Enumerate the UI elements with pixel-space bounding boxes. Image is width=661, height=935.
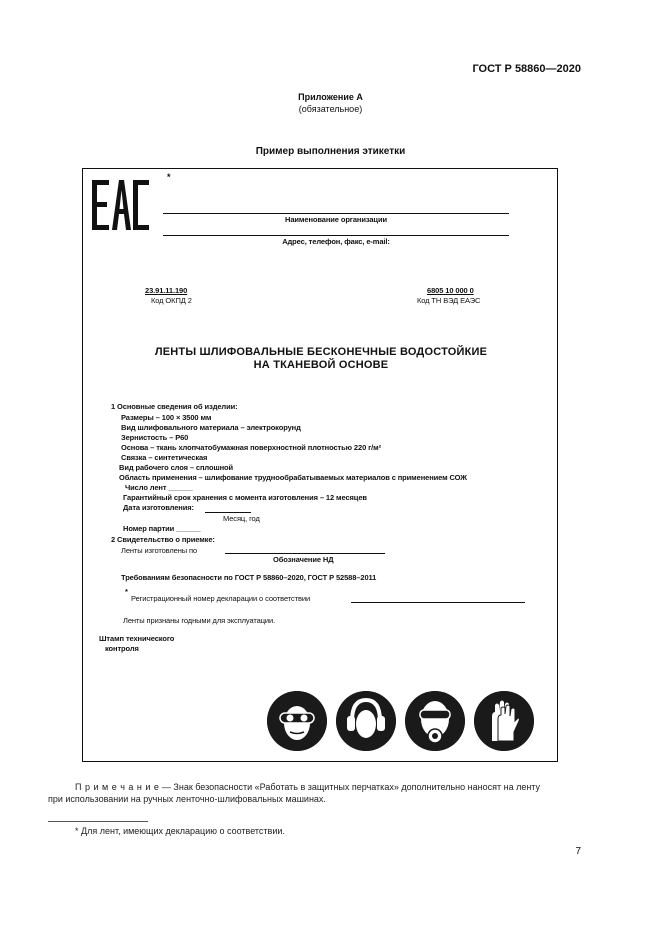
address-caption: Адрес, телефон, факс, e-mail: [282,237,390,246]
reg-number-line [351,602,525,603]
respirator-sign-icon [405,691,465,751]
note-text: — Знак безопасности «Работать в защитных перчатках» дополнительно наносят на ленту [159,782,541,792]
stamp-label-line1: Штамп технического [99,634,175,643]
note-text-continued: при использовании на ручных ленточно-шлифовальных машинах. [48,794,326,804]
note-prefix: П р и м е ч а н и е [75,782,160,792]
address-line [163,235,509,236]
spec-base: Основа – ткань хлопчатобумажная поверхностной плотностью 220 г/м² [121,443,381,452]
tnved-caption: Код ТН ВЭД ЕАЭС [417,296,481,305]
nd-caption: Обозначение НД [273,555,334,564]
fitness-statement: Ленты признаны годными для эксплуатации. [123,616,276,625]
product-title-line1: ЛЕНТЫ ШЛИФОВАЛЬНЫЕ БЕСКОНЕЧНЫЕ ВОДОСТОЙКИЕ [154,346,488,358]
spec-warranty: Гарантийный срок хранения с момента изготовления – 12 месяцев [123,493,367,502]
stamp-label-line2: контроля [105,644,139,653]
section2-title: 2 Свидетельство о приемке: [111,535,215,544]
reg-asterisk: * [125,587,128,596]
org-name-line [163,213,509,214]
spec-bond: Связка – синтетическая [121,453,208,462]
page-number: 7 [575,846,581,857]
section1-title: 1 Основные сведения об изделии: [111,402,238,411]
spec-sizes: Размеры – 100 × 3500 мм [121,413,212,422]
appendix-status: (обязательное) [298,104,363,114]
mfg-date-line [205,512,251,513]
footnote: * Для лент, имеющих декларацию о соответствии. [75,826,285,836]
reg-number-label: Регистрационный номер декларации о соответствии [131,594,311,603]
spec-application: Область применения – шлифование труднообрабатываемых материалов с применением СОЖ [119,473,467,482]
eac-mark-icon [92,180,149,230]
org-name-caption: Наименование организации [285,215,387,224]
standard-designation: ГОСТ Р 58860—2020 [472,63,581,75]
spec-grit: Зернистость – Р60 [121,433,189,442]
label-frame [82,168,558,762]
tnved-code: 6805 10 000 0 [427,286,474,295]
batch-number: Номер партии ______ [123,524,201,533]
goggles-sign-icon [267,691,327,751]
gloves-sign-icon [474,691,534,751]
footnote-separator [48,821,148,822]
note-paragraph [75,782,540,792]
figure-caption: Пример выполнения этикетки [255,146,406,157]
okpd-code: 23.91.11.190 [145,286,188,295]
made-per-label: Ленты изготовлены по [121,546,198,555]
spec-count: Число лент ______ [125,483,193,492]
ear-protection-sign-icon [336,691,396,751]
month-year-caption: Месяц, год [223,514,260,523]
mfg-date-label: Дата изготовления: [123,503,194,512]
asterisk: * [167,172,171,182]
product-title-line2: НА ТКАНЕВОЙ ОСНОВЕ [253,359,389,371]
appendix-title: Приложение А [298,92,363,102]
safety-requirements: Требованиям безопасности по ГОСТ Р 58860–2020, ГОСТ Р 52588–2011 [121,573,377,582]
spec-material: Вид шлифовального материала – электрокорунд [121,423,301,432]
spec-layer: Вид рабочего слоя – сплошной [119,463,234,472]
okpd-caption: Код ОКПД 2 [151,296,192,305]
nd-line [225,553,385,554]
